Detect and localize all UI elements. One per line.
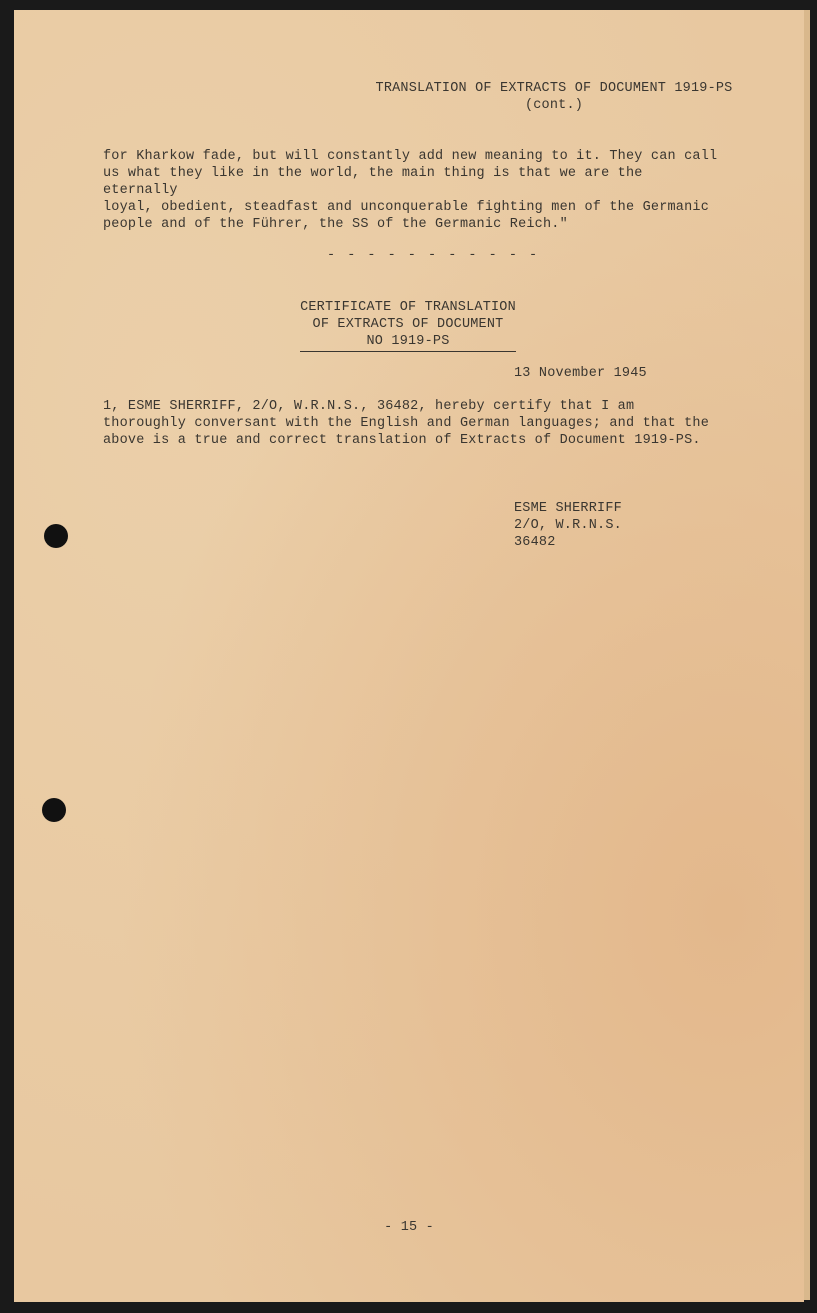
certificate-title-line3: NO 1919-PS [300, 333, 516, 352]
page-edge [804, 10, 810, 1300]
punch-hole-upper [44, 524, 68, 548]
certificate-date: 13 November 1945 [514, 366, 647, 381]
certificate-statement: 1, ESME SHERRIFF, 2/O, W.R.N.S., 36482, hereby certify that I am thoroughly conversant with the English and German languages; and that the above is a true and correct translation of Extracts of Document 1919-PS. [103, 399, 709, 448]
header-continued: (cont.) [524, 98, 584, 113]
signature-block [514, 500, 622, 551]
signature-number: 36482 [514, 535, 556, 550]
certificate-title [300, 299, 516, 352]
header-title: TRANSLATION OF EXTRACTS OF DOCUMENT 1919-PS [375, 81, 733, 96]
certificate-title-line2: OF EXTRACTS OF DOCUMENT [312, 317, 504, 332]
page-number: - 15 - [384, 1220, 434, 1235]
punch-hole-lower [42, 798, 66, 822]
signature-name: ESME SHERRIFF [514, 501, 622, 516]
body-paragraph: for Kharkow fade, but will constantly add new meaning to it. They can call us what they like in the world, the main thing is that we are the eternally loyal, obedient, steadfast and unconquerable fighting men of the Germanic people and of the Führer, the SS of the Germanic Reich." [103, 149, 718, 232]
certificate-title-line1: CERTIFICATE OF TRANSLATION [300, 300, 516, 315]
document-header [374, 80, 734, 114]
section-divider: - - - - - - - - - - - [327, 248, 540, 263]
document-page [14, 10, 804, 1302]
signature-rank: 2/O, W.R.N.S. [514, 518, 622, 533]
